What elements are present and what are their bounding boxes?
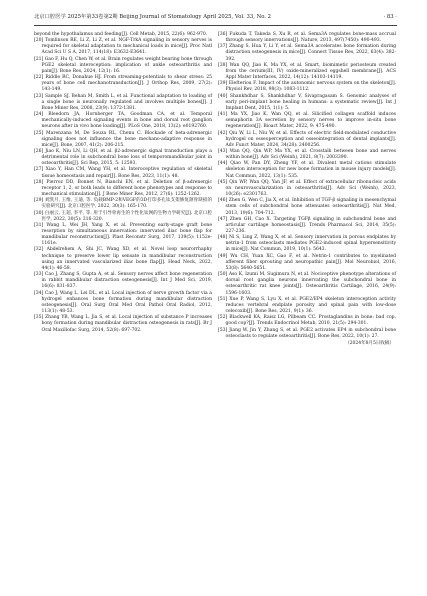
- reference-item: [44] Qiao W, Pan DY, Zheng YF, et al. Divalent metal cations stimulate skeleton interoception for new bone formation in mouse injury models[J]. Nat Commun, 2022, 13(1): 535.: [218, 161, 396, 179]
- reference-item: [35] Zhang YB, Wang L, Jia S, et al. Local injection of substance P increases bony formation during mandibular distraction osteogenesis in rats[J]. Br J Oral Maxillofac Surg, 2014, 52(8): 697-702.: [34, 315, 212, 333]
- reference-item: [48] Ni S, Ling Z, Wang X, et al. Sensory innervation in porous endplates by netrin-1 from osteoclasts mediates PGE2-induced spinal hypersensitivity in mice[J]. Nat Commun, 2019, 10(1): 5643.: [218, 235, 396, 253]
- reference-item: [50] Aso K, Izumi M, Sugimura N, et al. Nociceptive phenotype alterations of dorsal root ganglia neurons innervating the subchondral bone in osteoarthritic rat knee joints[J]. Osteoarthritis Cartilage, 2016, 24(9): 1596-1603.: [218, 272, 396, 296]
- reference-item: [37] Zhang S, Hua Y, Li Y, et al. Sema3A accelerates bone formation during distraction osteogenesis in mice[J]. Connect Tissue Res, 2022, 63(4): 382-392.: [218, 44, 396, 62]
- reference-item: [21] Gao F, Hu Q, Chen W, et al. Brain regulates weight bearing bone through PGE2 skeletal interoception: implication of ankle osteoarthritis and pain[J]. Bone Res, 2024, 12(1): 16.: [34, 56, 212, 74]
- page-number: · 83 ·: [383, 14, 397, 20]
- reference-item: [46] Zhen G, Wen C, Jia X, et al. Inhibition of TGF-β signaling in mesenchymal stem cells of subchondral bone attenuates osteoarthritis[J]. Nat Med, 2013, 19(6): 704-712.: [218, 198, 396, 216]
- reference-item: [41] Ma YX, Jiao K, Wan QQ, et al. Silicified collagen scaffold induces semaphorin 3A secretion by sensory nerves to improve in-situ bone regeneration[J]. Bioact Mater, 2022, 9: 475-490.: [218, 112, 396, 130]
- reference-item: [30] 白丽云, 王超, 李平, 等. 用于引导骨再生的个性化钛网的生物力学研究[J]. 北京口腔医学, 2022, 30(5): 316-320.: [34, 210, 212, 222]
- reference-item: [28] Pierroz DD, Bonnet N, Bianchi EN, et al. Deletion of β-adrenergic receptor 1, 2, or both leads to different bone phenotypes and response to mechanical stimulation[J]. J Bone Miner Res, 2012, 27(6): 1252-1262.: [34, 179, 212, 198]
- reference-item: [39] Elefteriou F. Impact of the autonomic nervous system on the skeleton[J]. Physiol Rev, 2018, 98(3): 1083-1112.: [218, 81, 396, 93]
- reference-column-right: [218, 32, 396, 347]
- reference-item: [27] Xiao Y, Han CM, Wang YH, et al. Interoceptive regulation of skeletal tissue homeostasis and repair[J]. Bone Res, 2023, 11(1): 48.: [34, 167, 212, 179]
- reference-item: [36] Fukuda T, Takeda S, Xu R, et al. Sema3A regulates bone-mass accrual through sensory innervations[J]. Nature, 2013, 497(7450): 490-493.: [218, 32, 396, 44]
- reference-item: [52] Blackwell KA, Raisz LG, Pilbeam CC. Prostaglandins in bone: bad cop, good cop?[J]. Trends Endocrinol Metab, 2010, 21(5): 294-301.: [218, 315, 396, 327]
- reference-item: [45] Qin WP, Wan QQ, Yan JF, et al. Effect of extracellular ribonucleic acids on neurovascularization in osteoarthritis[J]. Adv Sci (Weinh), 2023, 10(26): e2301763.: [218, 179, 396, 198]
- reference-item: [49] Wu CH, Yuan XC, Gao F, et al. Netrin-1 contributes to myelinated afferent fiber sprouting and neuropathic pain[J]. Mol Neurobiol, 2016, 53(8): 5640-5651.: [218, 253, 396, 271]
- reference-item: beyond the hypothalamus and feeding[J]. Cell Metab, 2015, 22(6): 962-970.: [34, 32, 208, 37]
- reference-item: [20] Tomlinson RE, Li Z, Li Z, et al. NGF-TrkA signaling in sensory nerves is required for skeletal adaptation to mechanical loads in mice[J]. Proc Natl Acad Sci U S A, 2017, 114(18): E3632-E3641.: [34, 38, 212, 56]
- reference-item: [22] Riddle RC, Donahue HJ. From streaming-potentials to shear stress: 25 years of bone cell mechanotransduction[J]. J Orthop Res, 2009, 27(2): 143-149.: [34, 75, 212, 93]
- reference-item: [26] Jiao K, Niu LN, Li QH, et al. β2-adrenergic signal transduction plays a detrimental role in subchondral bone loss of temporomandibular joint in osteoarthritis[J]. Sci Rep, 2015, 5: 12593.: [34, 148, 212, 167]
- reference-item: [53] Jiang W, Jin Y, Zhang S, et al. PGE2 activates EP4 in subchondral bone osteoclasts to regulate osteoarthritis[J]. Bone Res, 2022, 10(1): 27.: [218, 327, 396, 339]
- reference-item: [34] Cao J, Wang L, Lei DL, et al. Local injection of nerve growth factor via a hydrogel enhances bone formation during mandibular distraction osteogenesis[J]. Oral Surg Oral Med Oral Pathol Oral Radiol, 2012, 113(1): 48-53.: [34, 290, 212, 315]
- running-header: [34, 13, 397, 26]
- received-date: （2024年8月5日收稿）: [345, 340, 394, 346]
- journal-citation-line: 北京口腔医学 2025年第33卷第2期 Beijing Journal of Stomatology April 2025, Vol. 33, No. 2: [34, 14, 272, 20]
- reference-item: [32] Abdelrehem A, Shi JC, Wang XD, et al. Novel loop neurorrhaphy technique to preserve lower lip sensate in mandibular reconstruction using an innervated vascularized iliac bone flap[J]. Head Neck, 2022, 44(1): 46-58.: [34, 247, 212, 271]
- reference-item: [23] Sample SJ, Behan M, Smith L, et al. Functional adaptation to loading of a single bone is neuronally regulated and involves multiple bones[J]. J Bone Miner Res, 2008, 23(9): 1372-1381.: [34, 93, 212, 111]
- reference-item: [42] Qiu W, Li L, Niu W, et al. Effects of electric field-modulated conductive hydrogel on osseoperception and osseointegration of dental implants[J]. Adv Funct Mater, 2024, 34(28): 2400256.: [218, 130, 396, 148]
- reference-item: [31] Wang L, Wei JH, Yang X, et al. Preventing early-stage graft bone resorption by simultaneous innervation: innervated iliac bone flap for mandibular reconstruction[J]. Plast Reconstr Surg, 2017, 139(5): 1152e-1161e.: [34, 222, 212, 247]
- reference-column-left: [34, 32, 212, 334]
- reference-item: [47] Zhen GH, Cao X. Targeting TGFβ signaling in subchondral bone and articular cartilage homeostasis[J]. Trends Pharmacol Sci, 2014, 35(5): 227-236.: [218, 216, 396, 234]
- reference-item: [38] Wan QQ, Jiao K, Ma YX, et al. Smart, biomimetic periosteum created from the cerium(III, IV) oxide-mineralized eggshell membrane[J]. ACS Appl Mater Interfaces, 2022, 14(12): 14103-14119.: [218, 62, 396, 81]
- reference-item: [25] Marenzana M, De Souza RL, Chenu C. Blockade of beta-adrenergic signaling does not influence the bone mechano-adaptive response in mice[J]. Bone, 2007, 41(2): 206-215.: [34, 130, 212, 148]
- reference-item: [33] Cao J, Zhang S, Gupta A, et al. Sensory nerves affect bone regeneration in rabbit mandibular distraction osteogenesis[J]. Int J Med Sci, 2019, 16(6): 831-837.: [34, 272, 212, 290]
- reference-item: [51] Xue P, Wang S, Lyu X, et al. PGE2/EP4 skeleton interoception activity reduces vertebral endplate porosity and spinal pain with low-dose celecoxib[J]. Bone Res, 2021, 9(1): 36.: [218, 296, 396, 315]
- reference-item: [40] Shankhdhar S, Shankhdhar V, Sivapragasam S. Genomic analyses of early peri-implant bone healing in humans: a systematic review[J]. Int J Implant Dent, 2015, 1(1): 5.: [218, 93, 396, 111]
- reference-item: [24] Bleedorn JA, Hornberger TA, Goodman CA, et al. Temporal mechanically-induced signaling events in bone and dorsal root ganglion neurons after in vivo bone loading[J]. PLoS One, 2018, 13(2): e0192760.: [34, 112, 212, 130]
- reference-item: [43] Wan QQ, Qin WP, Ma YX, et al. Crosstalk between bone and nerves within bone[J]. Adv Sci (Weinh), 2021, 8(7): 2003390.: [218, 148, 396, 161]
- reference-item: [29] 刘凯月, 王维, 王迪, 等. 负载BMP-2和VEGF的3D打印多孔钛支架修复颌骨缺损的实验研究[J]. 北京口腔医学, 2022, 30(3): 165-170.: [34, 198, 212, 210]
